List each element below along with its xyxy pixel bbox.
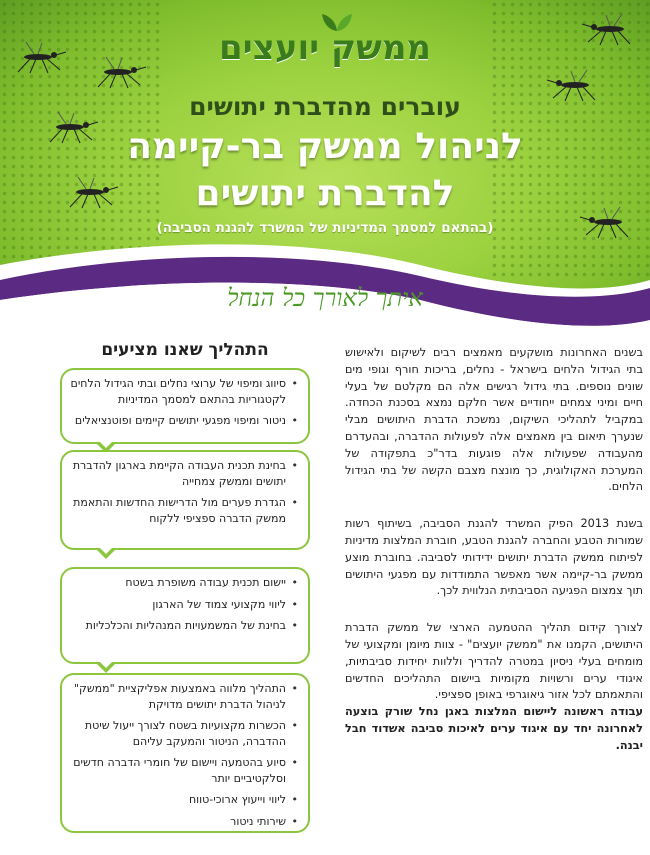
header-note: (בהתאם למסמך המדיניות של המשרד להגנת הסביבה)	[156, 220, 494, 236]
list-item: • הגדרת פערים מול הדרישות החדשות והתאמת ממשק הדברה ספציפי ללקוח	[70, 495, 286, 526]
mosquito-icon	[88, 55, 148, 89]
list-item: • סיוע בהטמעה ויישום של חומרי הדברה חדשים וסלקטיביים יותר	[70, 755, 286, 786]
list-item: • בחינת תכנית העבודה הקיימת בארגון להדברת יתושים וממשק צמחייה	[70, 458, 286, 489]
closing-paragraph: עבודה ראשונה ליישום המלצות באגן נחל שורק בוצעה לאחרונה יחד עם איגוד ערים לאיכות סביבה אשדוד חבל יבנה.	[345, 705, 643, 752]
list-item: • יישום תכנית עבודה משופרת בשטח	[70, 575, 286, 591]
process-title: התהליך שאנו מציעים	[101, 340, 269, 360]
process-step-box	[60, 567, 310, 664]
process-step-box	[60, 673, 310, 833]
header-title-line1: לניהול ממשק בר-קיימה	[127, 126, 523, 167]
mosquito-icon	[8, 40, 68, 74]
mosquito-icon	[580, 12, 640, 46]
chevron-down-icon	[95, 662, 117, 673]
header-subtitle: עוברים מהדברת יתושים	[189, 92, 461, 121]
paragraph: בשנת 2013 הפיק המשרד להגנת הסביבה, בשיתוף רשות שמורות הטבע והחברה להגנת הטבע, חוברת המלצות מדיניות לפיתוח ממשק הדברת יתושים ידידותי לסביבה. בחוברת מוצע ממשק בר-קיימה אשר מאפשר התמודדות עם מפגעי היתושים תוך צמצום הפגיעה הסביבתית הנלווית לכך.	[345, 517, 643, 598]
intro-column	[345, 345, 643, 755]
list-item: • סיווג ומיפוי של ערוצי נחלים ובתי הגידול הלחים לקטגוריות בהתאם למסמך המדיניות	[70, 376, 286, 407]
list-item: • ליווי וייעוץ ארוכי-טווח	[70, 792, 286, 808]
list-item: • שירותי ניטור	[70, 814, 286, 830]
list-item: • ליווי מקצועי צמוד של הארגון	[70, 597, 286, 613]
company-logo: ממשק יועצים	[218, 28, 432, 68]
process-step-box	[60, 450, 310, 550]
paragraph: לצורך קידום תהליך ההטמעה הארצי של ממשק הדברת היתושים, הקמנו את "ממשק יועצים" - צוות מיומן ומקצועי של מומחים בעלי ניסיון במטרה להדריך וללוות יחידות סביבתיות, איגודי ערים ורשויות מקומיות ביישום התהליכים החדשים והתאמתם לכל אזור גיאוגרפי באופן ספציפי.	[345, 621, 643, 702]
header-title-line2: להדברת יתושים	[195, 173, 455, 214]
slogan: איתך לאורך כל הנחל	[227, 284, 423, 312]
list-item: • הכשרות מקצועיות בשטח לצורך ייעול שיטת ההדברה, הניטור והמעקב עליהם	[70, 718, 286, 749]
chevron-down-icon	[95, 548, 117, 559]
list-item: • בחינת של המשמעויות המנהליות והכלכליות	[70, 618, 286, 634]
list-item: • ניטור ומיפוי מפגעי יתושים קיימים ופוטנציאלים	[70, 413, 286, 429]
paragraph: בשנים האחרונות מושקעים מאמצים רבים לשיקום ולאישוש בתי הגידול הלחים בישראל - נחלים, בריכות חורף וגופי מים שונים נוספים. בתי גידול רגישים אלה הם מקלטם של בעלי חיים ומיני צמחים ייחודיים אשר חלקם נמצא בסכנת הכחדה. במקביל לתהליכי השיקום, נמשכת הדברת היתושים מבלי שנערך תיאום בין מאמצים אלה לפעולות ההדברה, ובהעדרם מהעבודה שפעולות אלה פוגעות בדר"כ בתפקודה של המערכת האקולוגית, כך מונצח מצבם הקשה של בתי הגידול הלחים.	[345, 346, 643, 494]
list-item: • התהליך מלווה באמצעות אפליקציית "ממשק" לניהול הדברת יתושים מדויקת	[70, 681, 286, 712]
process-step-box	[60, 368, 310, 444]
